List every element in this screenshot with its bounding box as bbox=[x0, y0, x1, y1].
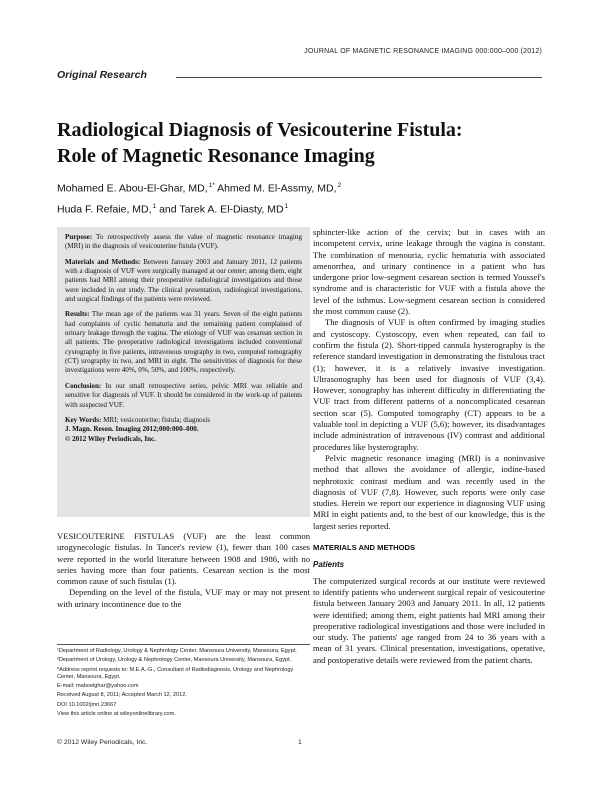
section-rule bbox=[176, 77, 542, 78]
article-title bbox=[57, 117, 537, 169]
journal-header: JOURNAL OF MAGNETIC RESONANCE IMAGING 000:000–000 (2012) bbox=[304, 48, 542, 55]
methods-heading: MATERIALS AND METHODS bbox=[313, 543, 416, 553]
author-line-2 bbox=[57, 198, 517, 219]
page-number: 1 bbox=[298, 739, 302, 746]
results-text: The mean age of the patients was 31 years. Seven of the eight patients had complaints of cyclic hematuria and the remaining patient complained of urinary leakage through the vagina. The etiology of VUF was cesarean section in all patients. The preoperative radiological investigations included conventional cystography in five patients, intravenous urography in two, computed tomography (CT) urography in two, and MRI in eight. The sensitivities of diagnosis for these investigations were 40%, 0%, 50%, and 100%, respectively. bbox=[65, 310, 302, 375]
right-paragraph-2: The diagnosis of VUF is often confirmed by imaging studies and cystoscopy. Cystoscopy, even when repeated, can fail to confirm the fistula (2). Short-tipped cannula hysterography is the reference standard investigation in demonstrating the fistulous tract (1); however, it is a relatively invasive investigation. Ultrasonography has been used for diagnosis of VUF (3,4). However, sonography has inherent difficulty in differentiating the VUF tract from different patterns of a noncomplicated cesarean section scar (5). Computed tomography (CT) appears to be a valuable tool in depicting a VUF (5,6); however, its disadvantages include administration of intravenous (IV) contrast and additional procedures like hysterography. bbox=[313, 317, 545, 452]
footnote-correspondence: *Address reprint requests to: M.E.A.-G., Consultant of Radiodiagnosis, Urology and Nephrology Center, Mansoura, Egypt. bbox=[57, 666, 294, 680]
conclusion-text: In our small retrospective series, pelvic MRI was reliable and sensitive for diagnosis of VUF. It should be considered in the work-up of patients with suspected VUF. bbox=[65, 381, 302, 409]
title-line-2: Role of Magnetic Resonance Imaging bbox=[57, 145, 375, 167]
abstract-copyright-text: © 2012 Wiley Periodicals, Inc. bbox=[65, 434, 156, 443]
author-line-1 bbox=[57, 177, 517, 198]
footnote-affiliation-1: ¹Department of Radiology, Urology & Nephrology Center, Mansoura University, Mansoura, Egypt. bbox=[57, 648, 297, 654]
citation bbox=[65, 425, 302, 434]
author-3: Huda F. Refaie, MD, bbox=[57, 203, 152, 215]
abstract-methods bbox=[65, 258, 302, 305]
title-line-1: Radiological Diagnosis of Vesicouterine Fistula: bbox=[57, 119, 463, 141]
author-4: and Tarek A. El-Diasty, MD bbox=[156, 203, 284, 215]
footnote-email: E-mail: maboelghar@yahoo.com bbox=[57, 683, 139, 690]
author-list bbox=[57, 177, 517, 218]
abstract-results bbox=[65, 310, 302, 375]
methods-label: Materials and Methods: bbox=[65, 257, 141, 266]
patients-paragraph: The computerized surgical records at our institute were reviewed to identify patients who underwent surgical repair of vesicouterine fistula between January 2003 and January 2011. In all, 12 patients were identified; among them, eight patients had MRI among their preoperative radiological investigations and those were included in our study. The patients' age ranged from 24 to 36 years with a mean of 31 years. Clinical presentation, investigations, operative, and postoperative details were reviewed from the patient charts. bbox=[313, 575, 545, 665]
abstract-box bbox=[57, 227, 310, 517]
conclusion-label: Conclusion: bbox=[65, 381, 102, 390]
abstract-purpose bbox=[65, 233, 302, 252]
footnote-online: View this article online at wileyonlinelibrary.com. bbox=[57, 711, 176, 718]
author-1: Mohamed E. Abou-El-Ghar, MD, bbox=[57, 182, 208, 195]
citation-text: J. Magn. Reson. Imaging 2012;000:000–000. bbox=[65, 425, 199, 434]
section-label: Original Research bbox=[57, 69, 147, 81]
footnote-rule bbox=[57, 644, 310, 645]
author-3-affiliation: 1 bbox=[152, 202, 157, 210]
right-paragraph-3: Pelvic magnetic resonance imaging (MRI) is a noninvasive method that allows the avoidance of allergic, iodine-based nephrotoxic contrast medium and was recently used in the diagnosis of VUF (7,8). However, such reports were only case studies. Herein we report our experience in diagnosing VUF using MRI in eight patients and, to the best of our knowledge, this is the largest series reported. bbox=[313, 452, 545, 531]
abstract-copyright bbox=[65, 435, 302, 444]
footer-copyright: © 2012 Wiley Periodicals, Inc. bbox=[57, 739, 148, 746]
keywords-text: MRI; vesicouterine; fistula; diagnosis bbox=[101, 415, 211, 424]
abstract-conclusion bbox=[65, 382, 302, 410]
patients-subheading: Patients bbox=[313, 560, 345, 570]
keywords-label: Key Words: bbox=[65, 415, 102, 424]
author-4-affiliation: 1 bbox=[284, 202, 289, 210]
purpose-label: Purpose: bbox=[65, 233, 93, 241]
author-1-affiliation: 1* bbox=[208, 182, 215, 189]
author-2: Ahmed M. El-Assmy, MD, bbox=[214, 182, 337, 195]
footnote-received: Received August 8, 2011; Accepted March 12, 2012. bbox=[57, 692, 187, 699]
intro-paragraph-1: VESICOUTERINE FISTULAS (VUF) are the least common urogynecologic fistulas. In Tancer's review (1), fewer than 100 cases were reported in the world literature between 1908 and 1986, with no series having more than four patients. Cesarean section is the most common cause of such fistulas (1). bbox=[57, 531, 310, 587]
methods-text: Between January 2003 and January 2011, 12 patients with a diagnosis of VUF were surgically managed at our center; among them, eight patients had MRI among their preoperative radiological investigations and those were included in our study. The clinical presentation, radiological investigations, and surgical findings of the patients were reviewed. bbox=[65, 257, 302, 304]
right-column bbox=[313, 227, 545, 666]
author-2-affiliation: 2 bbox=[337, 182, 342, 189]
intro-paragraph-2: Depending on the level of the fistula, VUF may or may not present with urinary incontinence due to the bbox=[57, 587, 310, 609]
intro-left-column bbox=[57, 531, 310, 610]
right-paragraph-1: sphincter-like action of the cervix; but in cases with an incompetent cervix, urine leakage through the vagina is constant. The combination of menouria, cyclic hematuria with associated amenorrhea, and urinary continence in a patient who has undergone prior low-segment cesarean section is termed Youssef's syndrome and is characteristic for VUF with a fistula above the level of the isthmus. Low-segment cesarean section is considered the most common cause (2). bbox=[313, 227, 545, 317]
footnotes bbox=[57, 648, 310, 720]
results-label: Results: bbox=[65, 310, 90, 319]
keywords bbox=[65, 416, 302, 425]
purpose-text: To retrospectively assess the value of magnetic resonance imaging (MRI) in the diagnosis of vesicouterine fistula (VUF). bbox=[65, 233, 302, 251]
footnote-affiliation-2: ²Department of Urology, Urology & Nephrology Center, Mansoura University, Mansoura, Egypt. bbox=[57, 657, 292, 664]
footnote-doi: DOI 10.1002/jmri.23667 bbox=[57, 701, 117, 708]
